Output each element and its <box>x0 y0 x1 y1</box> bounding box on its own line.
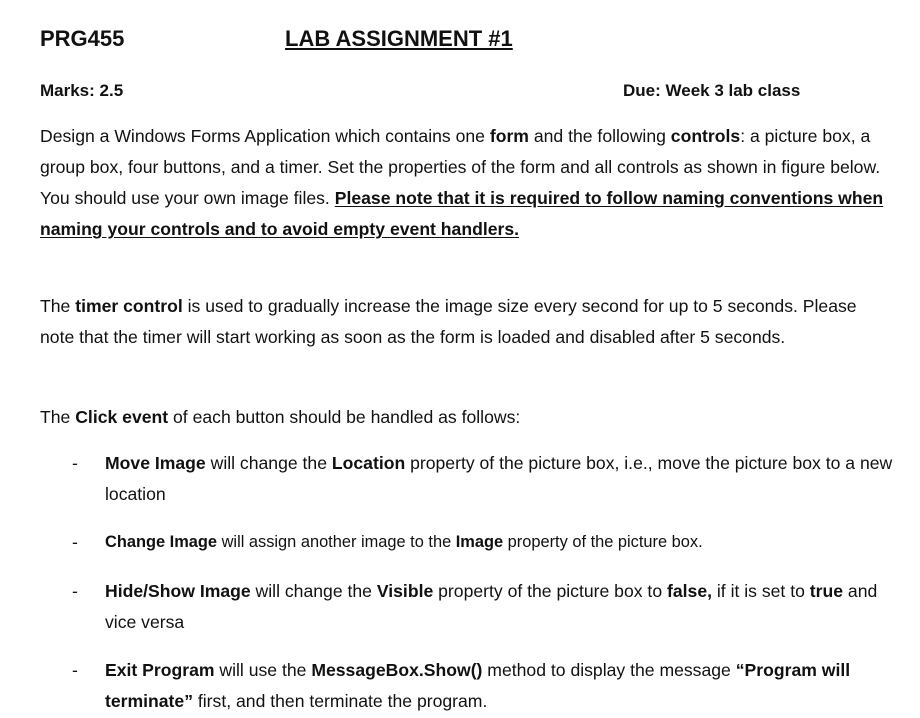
text-run: first, and then terminate the program. <box>193 691 488 711</box>
timer-paragraph <box>40 291 890 353</box>
property-name: Location <box>331 453 406 473</box>
text-run: of each button should be handled as follows: <box>168 407 521 427</box>
text-run: and the following <box>528 126 671 146</box>
list-item-text <box>105 655 895 717</box>
emphasis-click-event: Click event <box>75 407 169 427</box>
emphasis-form: form <box>489 126 529 146</box>
text-run: and vice versa <box>105 581 878 632</box>
button-name: Move Image <box>105 453 206 473</box>
text-run: property of the picture box, i.e., move the picture box to a new location <box>105 453 893 504</box>
message-text: “Program will terminate” <box>105 660 851 711</box>
list-item-text <box>105 527 895 558</box>
button-name: Change Image <box>105 533 218 551</box>
due-label: Due: Week 3 lab class <box>623 81 801 100</box>
list-item-text <box>105 448 895 510</box>
button-name: Exit Program <box>105 660 215 680</box>
list-item-text <box>105 576 895 638</box>
course-code: PRG455 <box>40 26 125 51</box>
text-run: property of the picture box to <box>433 581 667 601</box>
text-run: will use the <box>214 660 312 680</box>
text-run: property of the picture box. <box>503 533 703 551</box>
text-run: The <box>40 407 76 427</box>
property-name: Image <box>455 533 504 551</box>
text-run: Design a Windows Forms Application which contains one <box>40 126 490 146</box>
text-run: : a picture box, a group box, four buttons, and a timer. Set the properties of the form and all controls as shown in figure below. You should use your own image files. <box>40 126 881 208</box>
marks-label: Marks: 2.5 <box>40 81 124 100</box>
bullet-dash: - <box>72 581 78 601</box>
assignment-title: LAB ASSIGNMENT #1 <box>285 26 513 51</box>
text-run: The <box>40 296 76 316</box>
text-run: method to display the message <box>482 660 736 680</box>
bullet-dash: - <box>72 660 78 680</box>
text-run: will change the <box>250 581 377 601</box>
requirement-note: Please note that it is required to follow naming conventions when naming your controls and to avoid empty event handlers. <box>40 188 884 239</box>
method-name: MessageBox.Show() <box>311 660 483 680</box>
click-event-paragraph <box>40 402 890 433</box>
emphasis-timer-control: timer control <box>75 296 183 316</box>
value-false: false, <box>667 581 712 601</box>
instructions-paragraph <box>40 121 890 245</box>
text-run: will change the <box>205 453 332 473</box>
text-run: is used to gradually increase the image size every second for up to 5 seconds. Please note that the timer will start working as soon as the form is loaded and disabled after 5 seconds. <box>40 296 857 347</box>
bullet-dash: - <box>72 453 78 473</box>
text-run: if it is set to <box>712 581 810 601</box>
button-name: Hide/Show Image <box>105 581 251 601</box>
property-name: Visible <box>376 581 434 601</box>
value-true: true <box>809 581 844 601</box>
emphasis-controls: controls <box>670 126 741 146</box>
text-run: will assign another image to the <box>217 533 456 551</box>
bullet-dash: - <box>72 532 78 552</box>
